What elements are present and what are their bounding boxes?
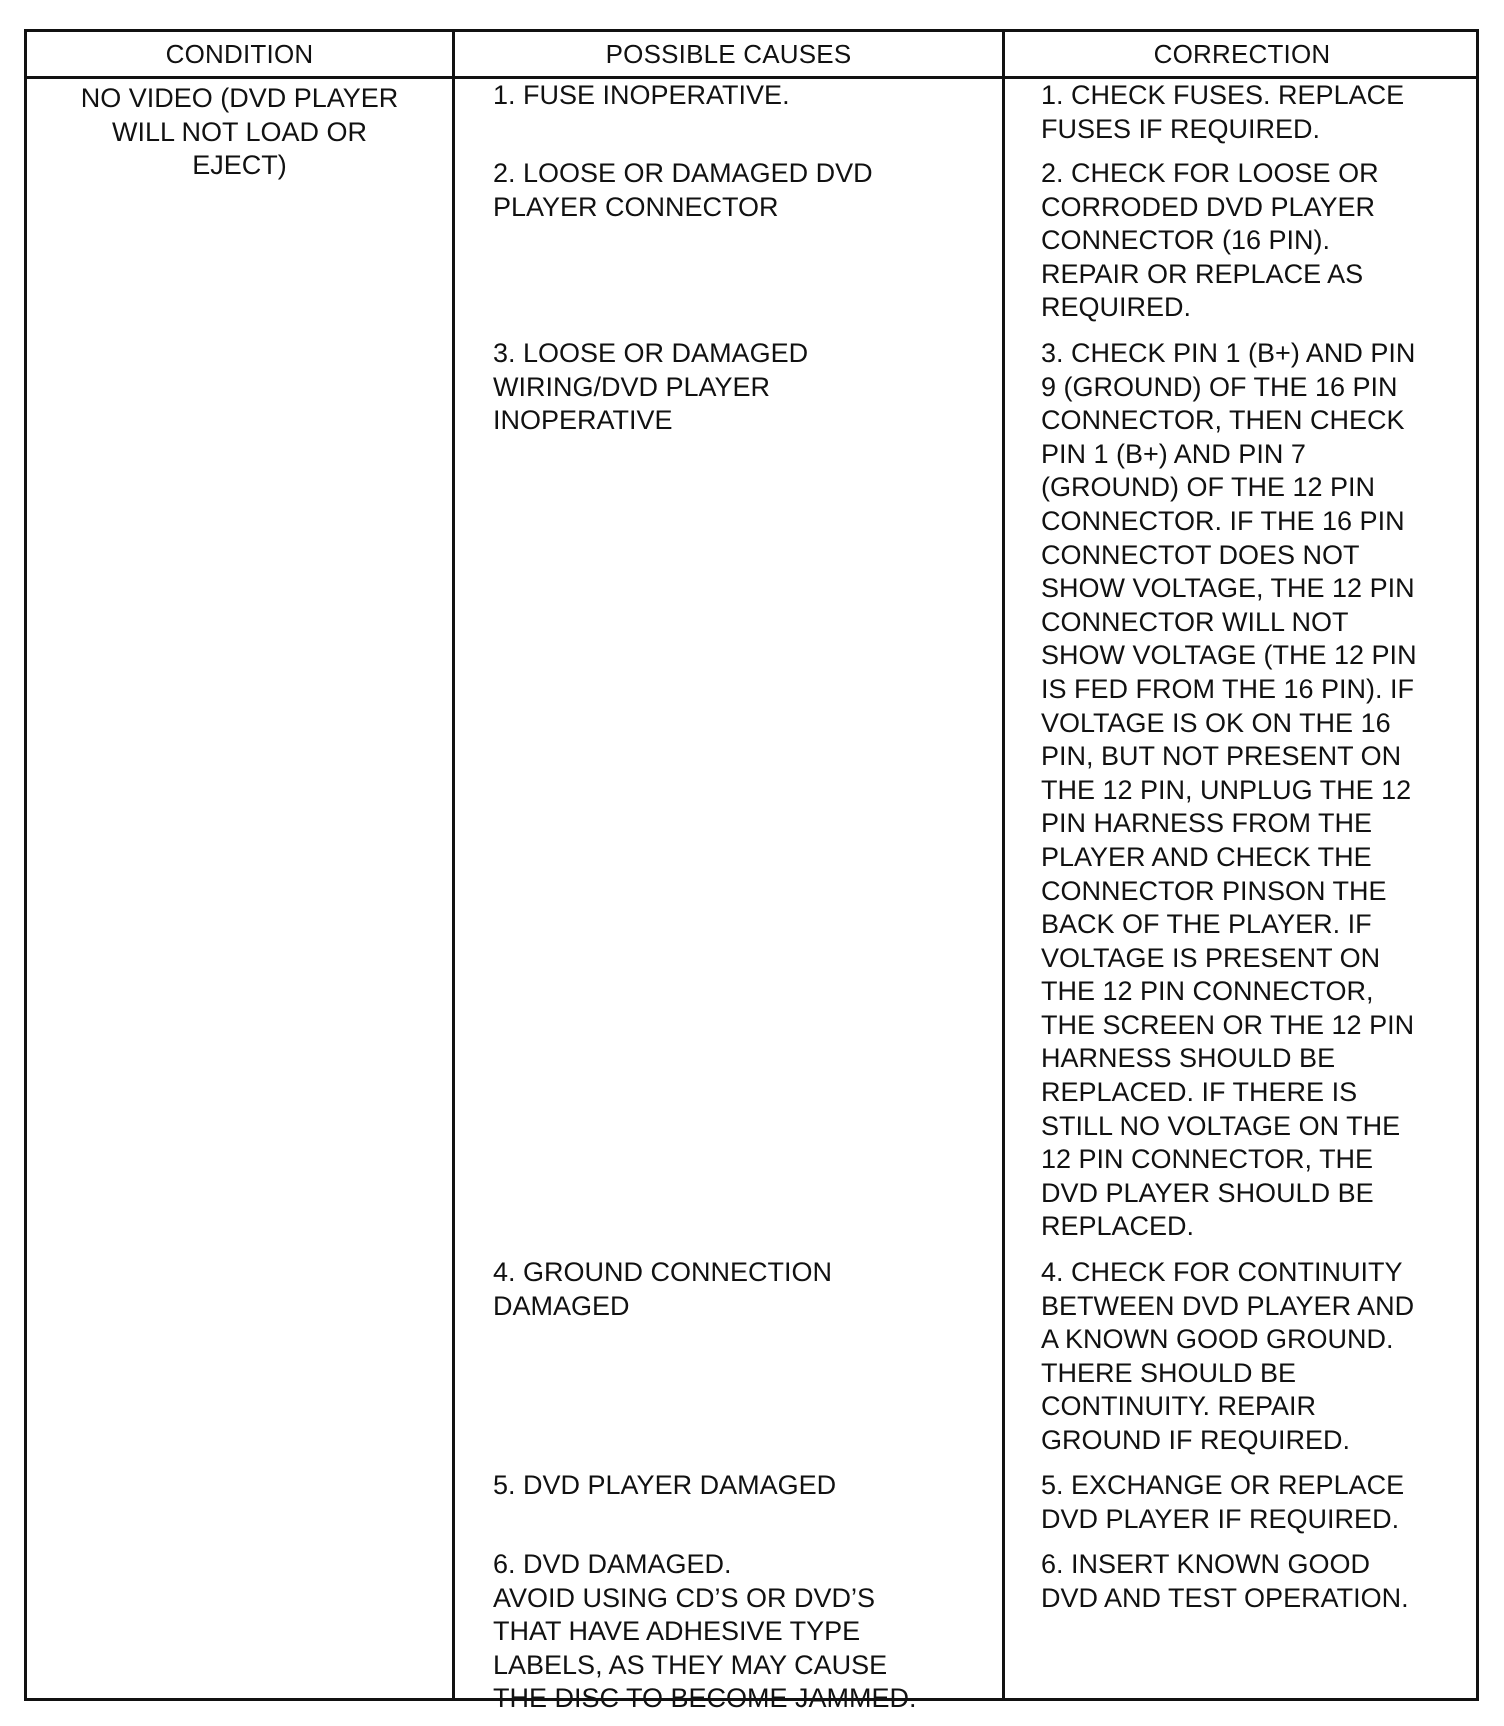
cause-1: 1. FUSE INOPERATIVE.: [493, 80, 790, 110]
cause-2: 2. LOOSE OR DAMAGED DVD PLAYER CONNECTOR: [493, 158, 873, 222]
cause-5: 5. DVD PLAYER DAMAGED: [493, 1470, 837, 1500]
header-correction: CORRECTION: [1153, 39, 1331, 69]
correction-1: 1. CHECK FUSES. REPLACE FUSES IF REQUIRED.: [1041, 80, 1405, 144]
correction-2: 2. CHECK FOR LOOSE OR CORRODED DVD PLAYER CONNECTOR (16 PIN). REPAIR OR REPLACE AS REQUIRED.: [1041, 158, 1379, 323]
correction-6: 6. INSERT KNOWN GOOD DVD AND TEST OPERATION.: [1041, 1549, 1409, 1613]
correction-5: 5. EXCHANGE OR REPLACE DVD PLAYER IF REQUIRED.: [1041, 1470, 1405, 1534]
column-divider: [452, 32, 455, 1698]
cause-6: 6. DVD DAMAGED. AVOID USING CD’S OR DVD’S THAT HAVE ADHESIVE TYPE LABELS, AS THEY MAY CAUSE THE DISC TO BECOME JAMMED.: [493, 1549, 917, 1714]
correction-3: 3. CHECK PIN 1 (B+) AND PIN 9 (GROUND) OF THE 16 PIN CONNECTOR, THEN CHECK PIN 1 (B+) AND PIN 7 (GROUND) OF THE 12 PIN CONNECTOR. IF THE 16 PIN CONNECTOT DOES NOT SHOW VOLTAGE, THE 12 PIN CONNECTOR WILL NOT SHOW VOLTAGE (THE 12 PIN IS FED FROM THE 16 PIN). IF VOLTAGE IS OK ON THE 16 PIN, BUT NOT PRESENT ON THE 12 PIN, UNPLUG THE 12 PIN HARNESS FROM THE PLAYER AND CHECK THE CONNECTOR PINSON THE BACK OF THE PLAYER. IF VOLTAGE IS PRESENT ON THE 12 PIN CONNECTOR, THE SCREEN OR THE 12 PIN HARNESS SHOULD BE REPLACED. IF THERE IS STILL NO VOLTAGE ON THE 12 PIN CONNECTOR, THE DVD PLAYER SHOULD BE REPLACED.: [1041, 338, 1417, 1242]
header-condition: CONDITION: [165, 39, 314, 69]
correction-4: 4. CHECK FOR CONTINUITY BETWEEN DVD PLAYER AND A KNOWN GOOD GROUND. THERE SHOULD BE CONTINUITY. REPAIR GROUND IF REQUIRED.: [1041, 1257, 1415, 1455]
cause-3: 3. LOOSE OR DAMAGED WIRING/DVD PLAYER INOPERATIVE: [493, 338, 809, 436]
column-divider: [1002, 32, 1005, 1698]
diagnosis-table: [24, 29, 1479, 1714]
cause-4: 4. GROUND CONNECTION DAMAGED: [493, 1257, 833, 1321]
condition-text: NO VIDEO (DVD PLAYER WILL NOT LOAD OR EJECT): [80, 83, 399, 181]
header-possible-causes: POSSIBLE CAUSES: [605, 39, 852, 69]
